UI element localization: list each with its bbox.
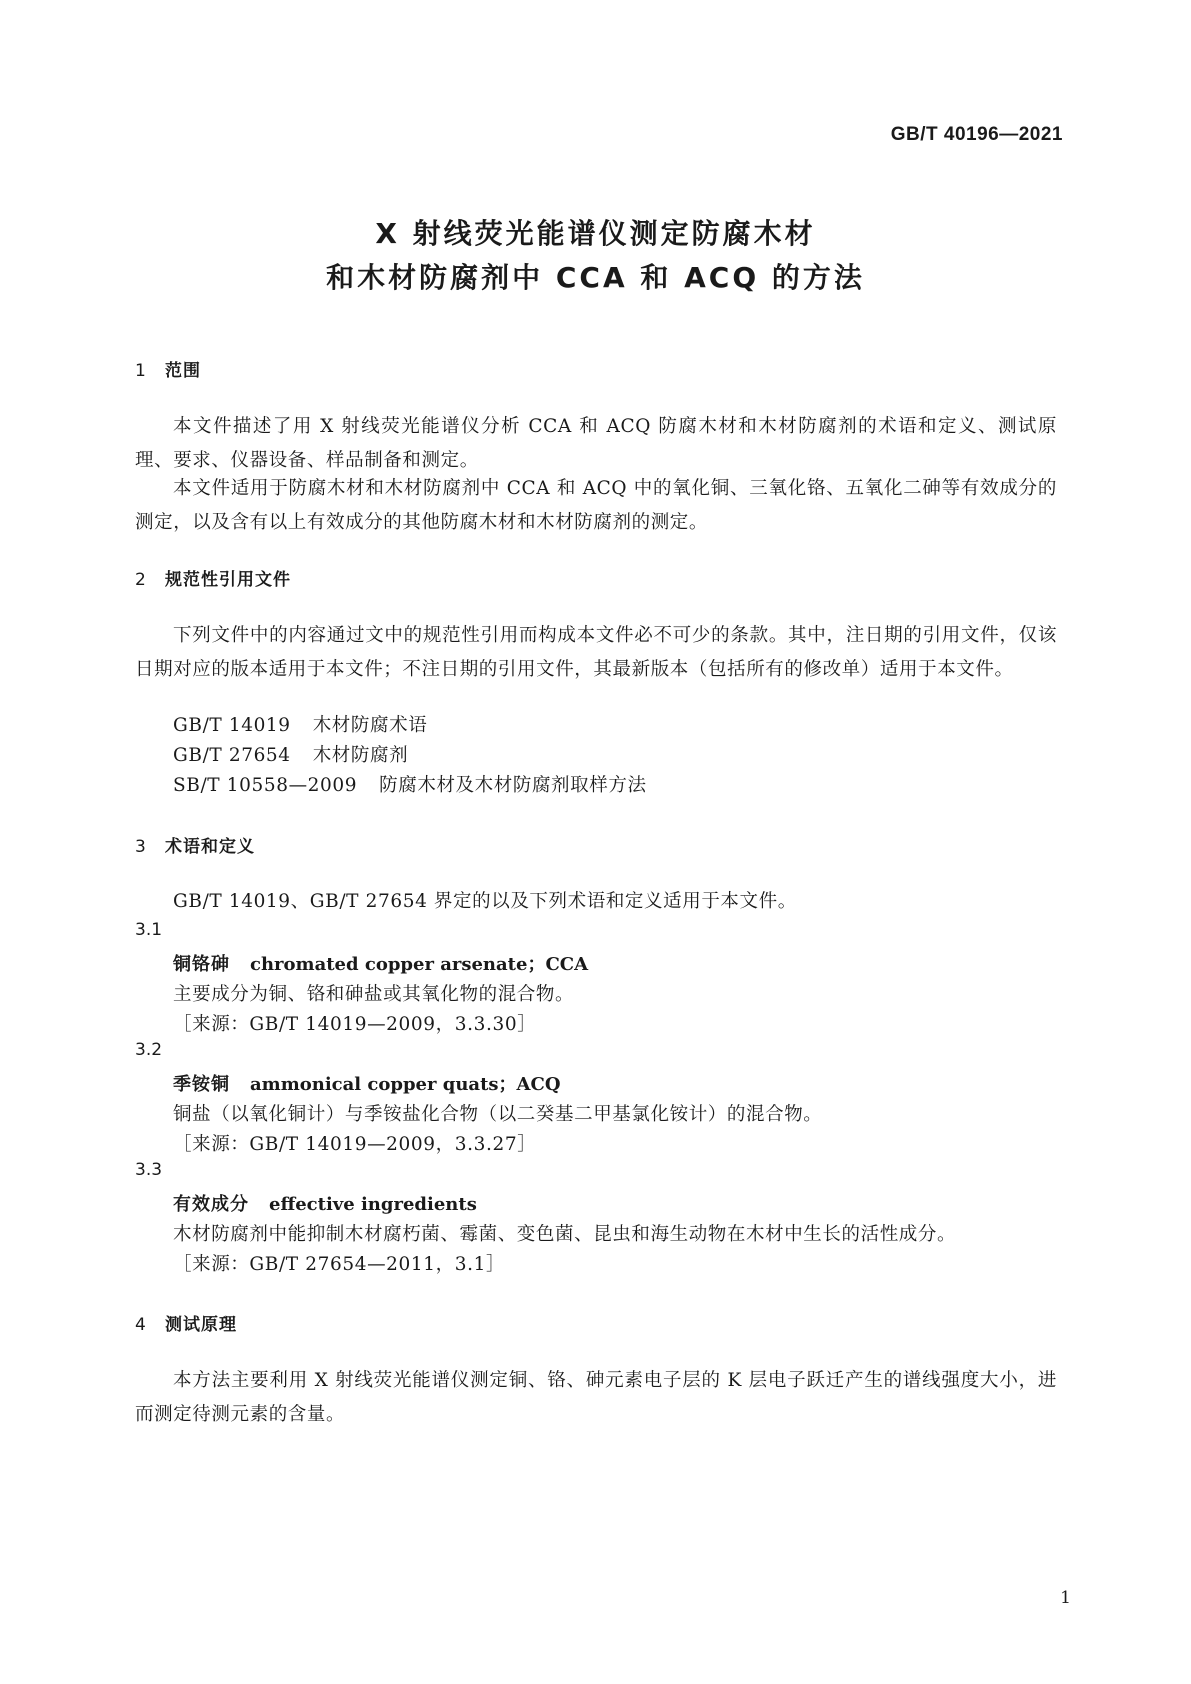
- section-number: 3: [135, 837, 147, 857]
- term-english: effective ingredients: [269, 1194, 477, 1215]
- document-title-line-1: X 射线荧光能谱仪测定防腐木材: [375, 217, 816, 250]
- standard-number: GB/T 40196—2021: [890, 124, 1063, 145]
- section-4-heading: [135, 1310, 237, 1335]
- term-source: ［来源：GB/T 27654—2011，3.1］: [173, 1254, 506, 1275]
- section-3-heading: [135, 832, 255, 857]
- term-definition: 主要成分为铜、铬和砷盐或其氧化物的混合物。: [173, 984, 575, 1005]
- section-4-paragraph-1: 本方法主要利用 X 射线荧光能谱仪测定铜、铬、砷元素电子层的 K 层电子跃迁产生的谱线强度大小，进而测定待测元素的含量。: [135, 1370, 1057, 1425]
- section-title: 术语和定义: [165, 837, 255, 857]
- term-chinese: 铜铬砷: [173, 954, 230, 975]
- term-number: 3.1: [135, 920, 163, 940]
- section-2-heading: [135, 565, 291, 590]
- term-definition: 铜盐（以氧化铜计）与季铵盐化合物（以二癸基二甲基氯化铵计）的混合物。: [173, 1104, 823, 1125]
- reference-name: 木材防腐术语: [312, 715, 428, 736]
- section-number: 4: [135, 1315, 147, 1335]
- reference-name: 木材防腐剂: [312, 745, 409, 766]
- term-chinese: 有效成分: [173, 1194, 249, 1215]
- reference-name: 防腐木材及木材防腐剂取样方法: [379, 775, 647, 796]
- section-title: 规范性引用文件: [165, 570, 291, 590]
- reference-code: GB/T 14019: [173, 715, 291, 736]
- term-number: 3.2: [135, 1040, 163, 1060]
- section-number: 1: [135, 361, 147, 381]
- section-2-paragraph-1: 下列文件中的内容通过文中的规范性引用而构成本文件必不可少的条款。其中，注日期的引用文件，仅该日期对应的版本适用于本文件；不注日期的引用文件，其最新版本（包括所有的修改单）适用于本文件。: [135, 625, 1057, 680]
- term-number: 3.3: [135, 1160, 163, 1180]
- reference-item: [173, 741, 408, 767]
- term-heading: [173, 950, 588, 976]
- section-3-intro: GB/T 14019、GB/T 27654 界定的以及下列术语和定义适用于本文件。: [173, 891, 797, 912]
- reference-item: [173, 771, 647, 797]
- term-source: ［来源：GB/T 14019—2009，3.3.27］: [173, 1134, 537, 1155]
- term-chinese: 季铵铜: [173, 1074, 230, 1095]
- term-english: ammonical copper quats；ACQ: [250, 1074, 561, 1095]
- page-number: 1: [1060, 1588, 1071, 1608]
- section-1-paragraph-1: 本文件描述了用 X 射线荧光能谱仪分析 CCA 和 ACQ 防腐木材和木材防腐剂的术语和定义、测试原理、要求、仪器设备、样品制备和测定。: [135, 416, 1057, 471]
- reference-code: SB/T 10558—2009: [173, 775, 358, 796]
- section-number: 2: [135, 570, 147, 590]
- section-1-heading: [135, 356, 201, 381]
- term-definition: 木材防腐剂中能抑制木材腐朽菌、霉菌、变色菌、昆虫和海生动物在木材中生长的活性成分。: [173, 1224, 957, 1245]
- section-title: 测试原理: [165, 1315, 237, 1335]
- document-title-line-2: 和木材防腐剂中 CCA 和 ACQ 的方法: [326, 261, 865, 294]
- reference-code: GB/T 27654: [173, 745, 291, 766]
- term-english: chromated copper arsenate；CCA: [250, 954, 589, 975]
- term-heading: [173, 1070, 561, 1096]
- term-source: ［来源：GB/T 14019—2009，3.3.30］: [173, 1014, 537, 1035]
- reference-item: [173, 711, 427, 737]
- term-heading: [173, 1190, 477, 1216]
- section-title: 范围: [165, 361, 201, 381]
- section-1-paragraph-2: 本文件适用于防腐木材和木材防腐剂中 CCA 和 ACQ 中的氧化铜、三氧化铬、五氧化二砷等有效成分的测定，以及含有以上有效成分的其他防腐木材和木材防腐剂的测定。: [135, 478, 1057, 533]
